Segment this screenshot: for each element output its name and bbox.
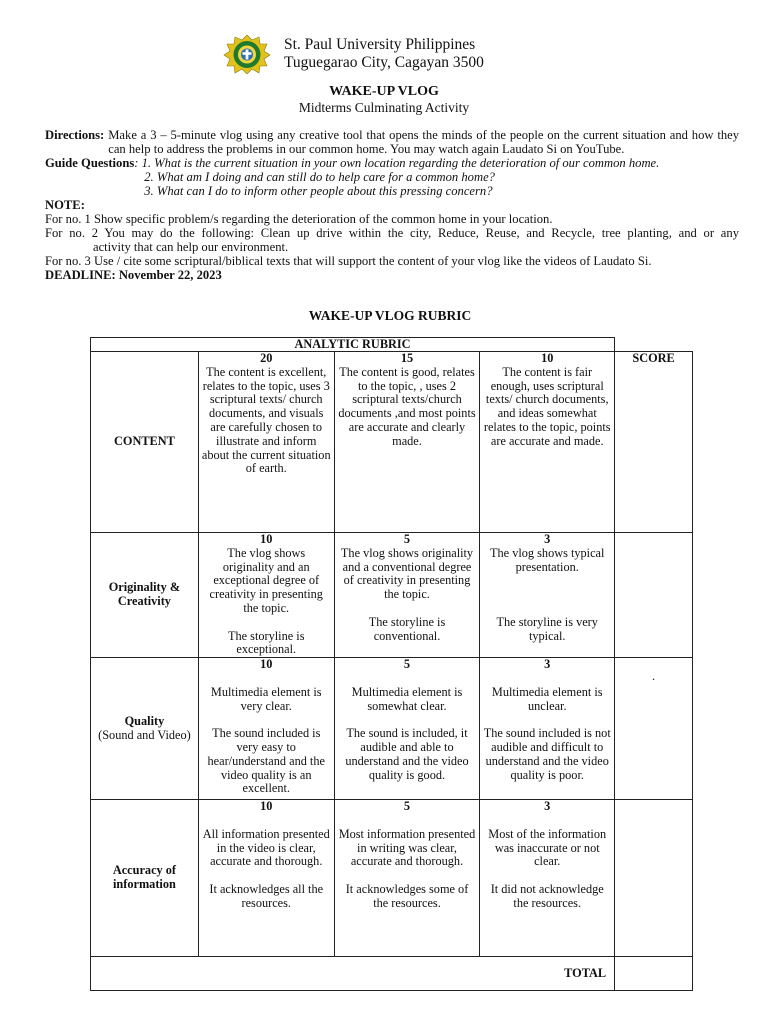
rubric-cell [198, 352, 334, 533]
points: 10 [260, 799, 273, 814]
university-seal-icon [222, 34, 272, 74]
descriptor-2: It did not acknowledge the resources. [490, 881, 604, 910]
note-label: NOTE: [45, 198, 85, 212]
rubric-title: WAKE-UP VLOG RUBRIC [308, 308, 472, 323]
points: 10 [541, 351, 554, 365]
descriptor: Multimedia element is somewhat clear. [351, 684, 463, 713]
rubric-cell [334, 352, 480, 533]
rubric-cell [198, 533, 334, 658]
descriptor: The content is good, relates to the topic, , uses 2 scriptural texts/church documents ,and most points are accurate and clearly made. [338, 364, 476, 448]
points: 20 [260, 351, 273, 365]
criterion-sublabel: (Sound and Video) [98, 727, 191, 742]
table-row [91, 800, 693, 957]
rubric-cell [480, 800, 615, 957]
points: 5 [403, 532, 411, 546]
descriptor: The vlog shows originality and an exceptional degree of creativity in presenting the topic. [209, 545, 323, 615]
deadline: DEADLINE: November 22, 2023 [45, 268, 222, 282]
directions-text: Make a 3 – 5-minute vlog using any creative tool that opens the minds of the people on the current situation and how they can help to address the problems in our common home. You may watch again Laudato Si on YouTube. [108, 128, 739, 156]
note-2: For no. 2 You may do the following: Clean up drive within the city, Reduce, Reuse, and Recycle, tree planting, and or any [45, 226, 739, 240]
note-3: For no. 3 Use / cite some scriptural/biblical texts that will support the content of your vlog like the videos of Laudato Si. [45, 254, 652, 268]
rubric-cell [480, 658, 615, 800]
descriptor-2: The sound is included, it audible and able to understand and the video quality is good. [345, 726, 469, 782]
total-label: TOTAL [91, 957, 615, 991]
rubric-header: ANALYTIC RUBRIC [91, 338, 615, 352]
guide-questions-label: Guide Questions [45, 156, 135, 170]
total-row [91, 957, 693, 991]
university-location: Tuguegarao City, Cagayan 3500 [284, 54, 484, 71]
guide-question-1: : 1. What is the current situation in your own location regarding the deterioration of our common home. [134, 156, 660, 170]
points: 3 [544, 532, 551, 546]
total-score-cell [615, 957, 693, 991]
rubric-cell [334, 658, 480, 800]
points: 5 [403, 799, 411, 814]
descriptor-2: The sound included is not audible and difficult to understand and the video quality is poor. [483, 726, 611, 782]
descriptor: The vlog shows typical presentation. [490, 545, 605, 574]
rubric-header-row [91, 338, 693, 352]
points: 5 [403, 657, 411, 672]
table-row [91, 352, 693, 533]
criterion-label: Quality [124, 713, 165, 728]
university-name: St. Paul University Philippines [284, 36, 476, 53]
descriptor-2: The storyline is exceptional. [227, 628, 305, 657]
points: 15 [400, 351, 414, 365]
descriptor: The content is fair enough, uses scriptural texts/ church documents, and ideas somewhat relates to the topic, points are accurate and made. [483, 364, 611, 448]
descriptor: Multimedia element is unclear. [491, 684, 603, 713]
note-1: For no. 1 Show specific problem/s regarding the deterioration of the common home in your location. [45, 212, 553, 226]
score-header: SCORE [615, 352, 693, 533]
table-row [91, 658, 693, 800]
points: 3 [544, 799, 551, 814]
points: 10 [260, 657, 273, 672]
criterion-content: CONTENT [91, 352, 199, 533]
descriptor: The content is excellent, relates to the topic, uses 3 scriptural texts/ church documents, and visuals are carefully chosen to illustrate and inform about the current situation of earth. [201, 364, 331, 476]
note-2-continued: activity that can help our environment. [93, 240, 289, 254]
descriptor: Most information presented in writing was clear, accurate and thorough. [338, 826, 476, 869]
rubric-cell [198, 658, 334, 800]
points: 3 [544, 657, 551, 672]
rubric-table [90, 337, 693, 991]
descriptor-2: The storyline is conventional. [368, 614, 446, 643]
criterion-quality [91, 658, 199, 800]
rubric-cell [480, 352, 615, 533]
guide-questions [45, 156, 739, 198]
criterion-accuracy: Accuracy of information [91, 800, 199, 957]
table-row [91, 533, 693, 658]
document-subtitle: Midterms Culminating Activity [298, 100, 470, 115]
instructions [45, 128, 739, 282]
score-mark: . [652, 669, 656, 684]
directions-label: Directions: [45, 128, 105, 142]
descriptor: Multimedia element is very clear. [210, 684, 322, 713]
score-cell [615, 658, 693, 800]
rubric-cell [334, 533, 480, 658]
document-title: WAKE-UP VLOG [329, 84, 439, 99]
descriptor-2: It acknowledges some of the resources. [345, 881, 469, 910]
score-cell [615, 533, 693, 658]
guide-question-3: 3. What can I do to inform other people about this pressing concern? [144, 184, 493, 198]
letterhead [0, 32, 768, 76]
rubric-cell [198, 800, 334, 957]
criterion-originality: Originality & Creativity [91, 533, 199, 658]
directions [45, 128, 739, 156]
guide-question-2: 2. What am I doing and can still do to help care for a common home? [144, 170, 495, 184]
score-cell [615, 800, 693, 957]
points: 10 [260, 532, 273, 546]
rubric-cell [480, 533, 615, 658]
descriptor: Most of the information was inaccurate or not clear. [488, 826, 607, 869]
descriptor-2: The storyline is very typical. [496, 614, 598, 643]
descriptor-2: It acknowledges all the resources. [209, 881, 324, 910]
descriptor-2: The sound included is very easy to hear/understand and the video quality is an excellent. [207, 726, 325, 796]
descriptor: The vlog shows originality and a conventional degree of creativity in presenting the topic. [340, 545, 474, 602]
descriptor: All information presented in the video is clear, accurate and thorough. [202, 826, 330, 869]
rubric-cell [334, 800, 480, 957]
